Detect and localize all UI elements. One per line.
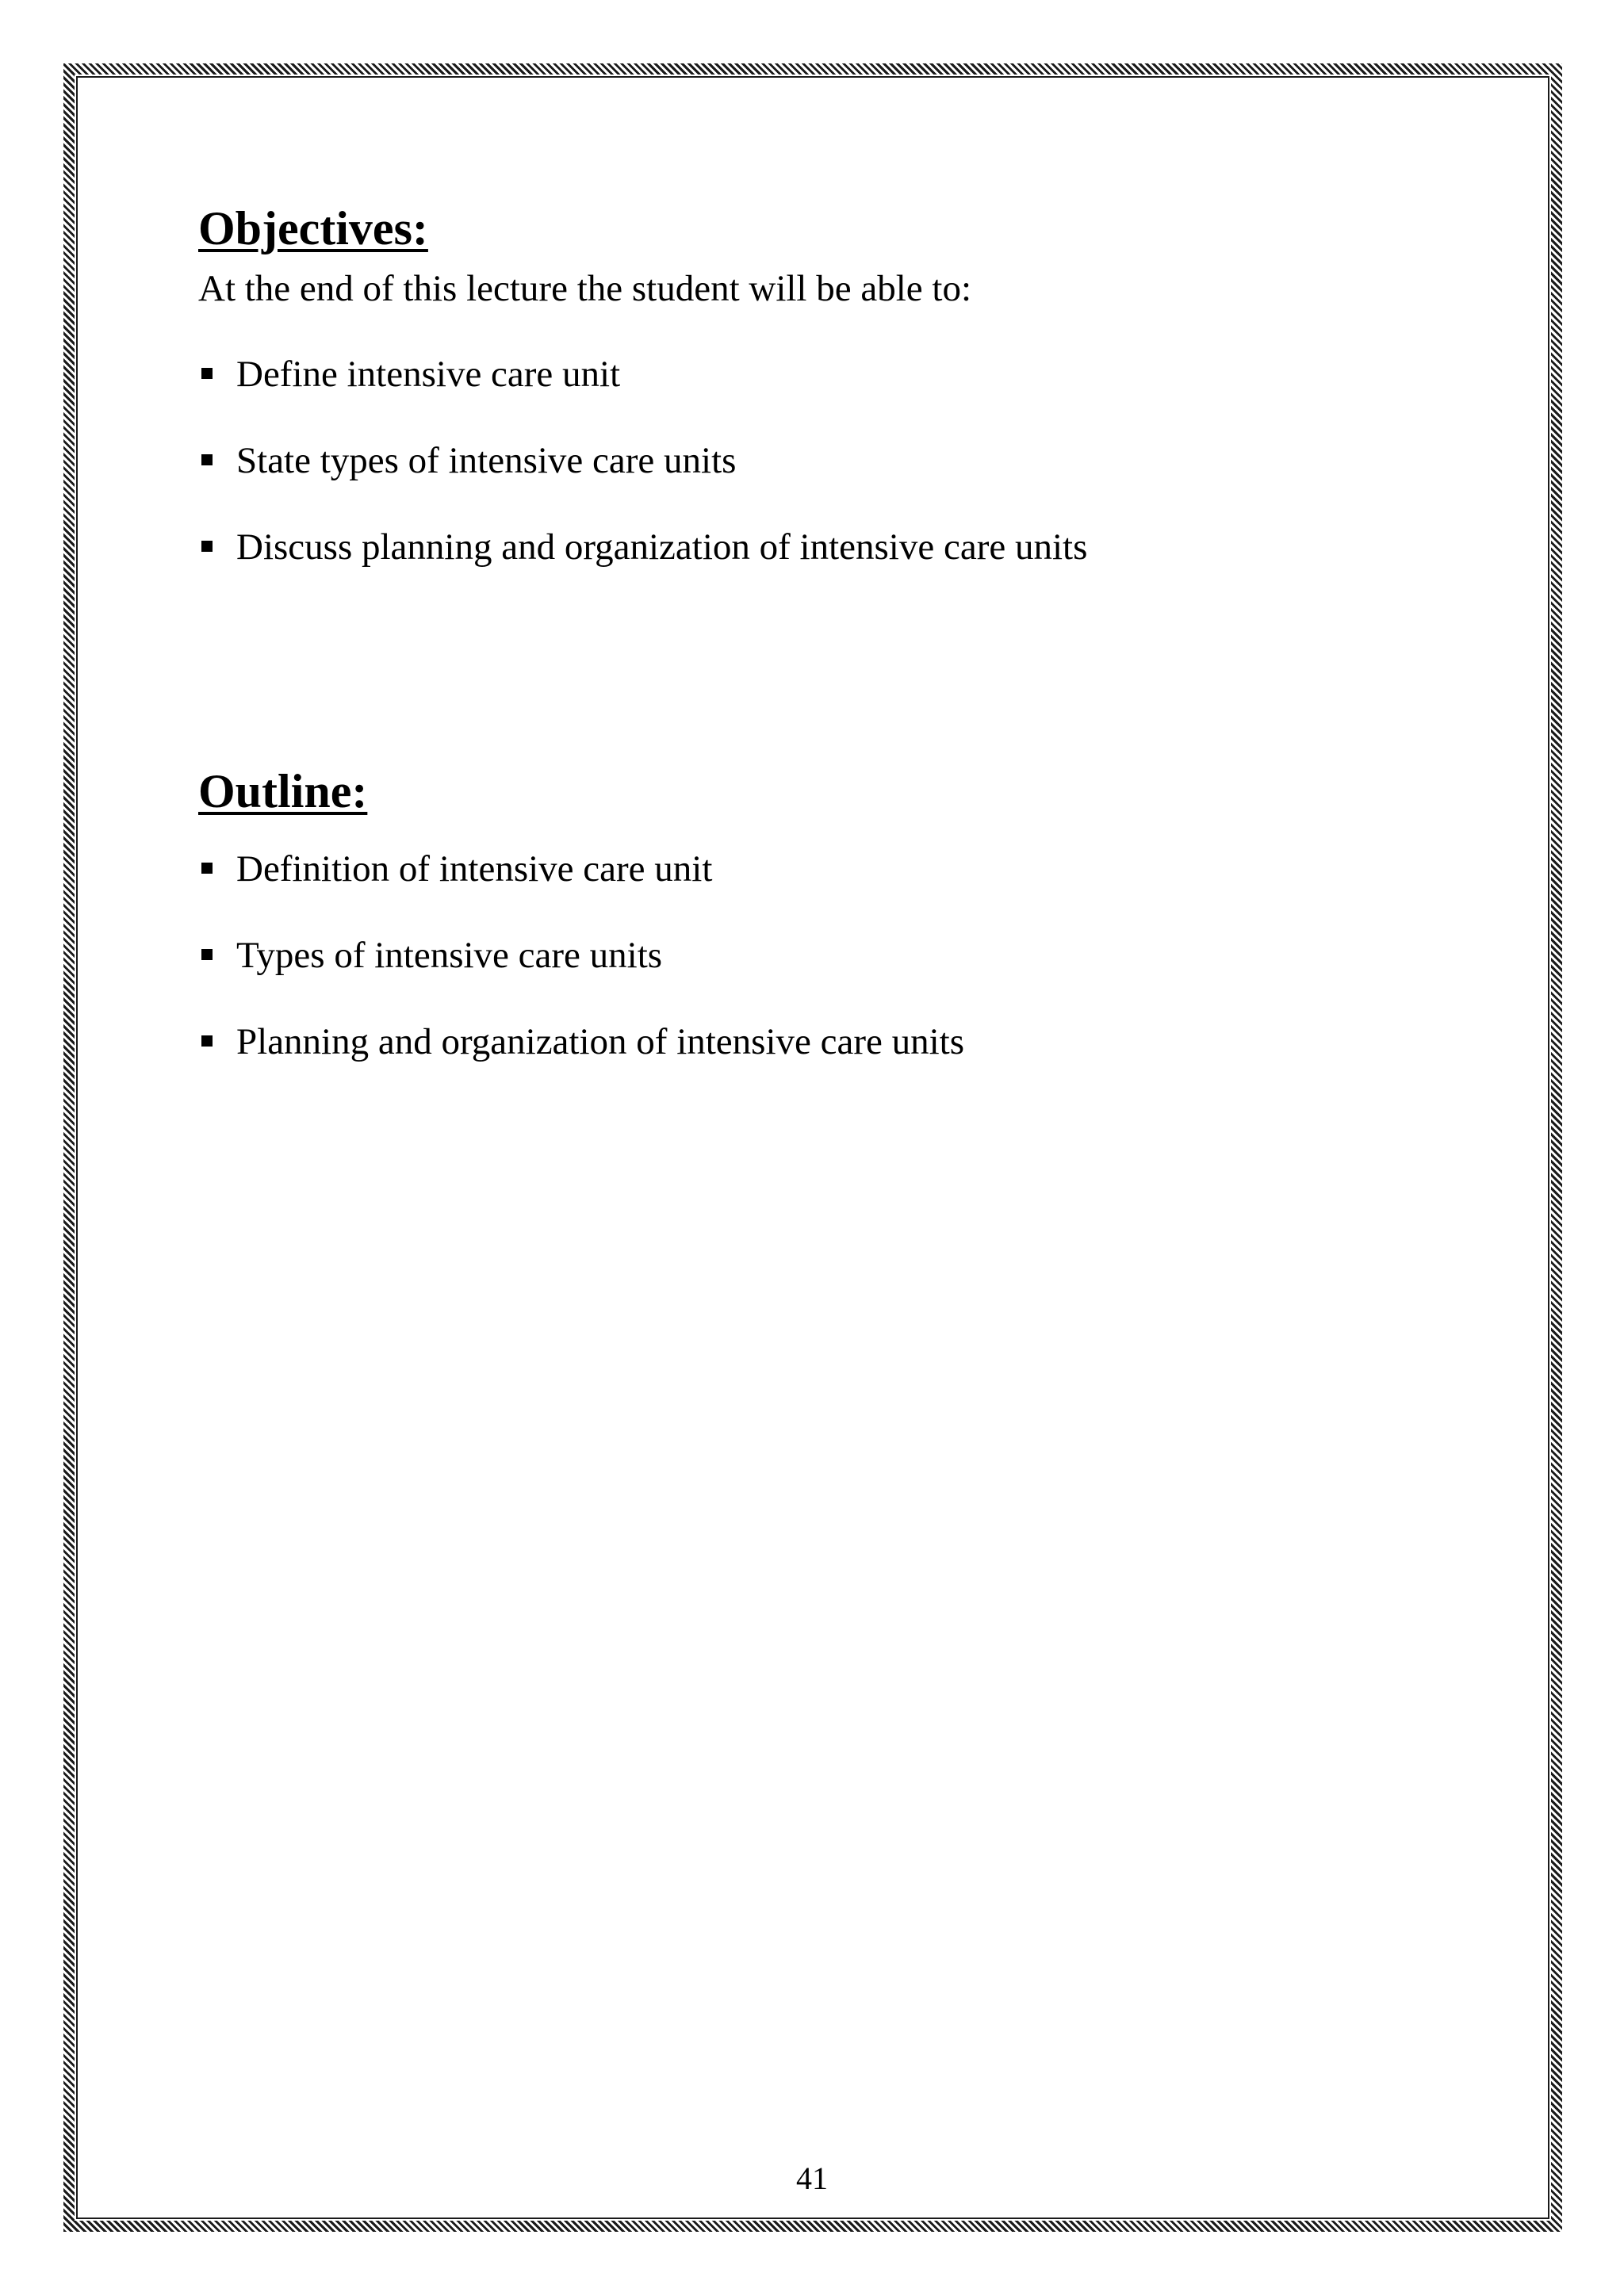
objectives-section	[198, 202, 1467, 570]
square-bullet-icon	[201, 541, 213, 552]
page-number: 41	[796, 2160, 828, 2196]
square-bullet-icon	[201, 949, 213, 960]
objective-text: Define intensive care unit	[236, 354, 621, 396]
list-item	[198, 847, 1467, 892]
objective-text: Discuss planning and organization of intensive care units	[236, 526, 1088, 568]
square-bullet-icon	[201, 454, 213, 465]
outline-text: Planning and organization of intensive care units	[236, 1021, 965, 1062]
list-item	[198, 438, 1467, 484]
objectives-heading: Objectives:	[198, 202, 428, 254]
square-bullet-icon	[201, 863, 213, 874]
objectives-intro: At the end of this lecture the student will be able to:	[198, 268, 971, 309]
outline-heading: Outline:	[198, 765, 368, 817]
square-bullet-icon	[201, 1035, 213, 1047]
objective-text: State types of intensive care units	[236, 440, 737, 482]
list-item	[198, 525, 1467, 570]
list-item	[198, 933, 1467, 978]
list-item	[198, 352, 1467, 397]
square-bullet-icon	[201, 368, 213, 379]
outline-text: Types of intensive care units	[236, 935, 663, 976]
objectives-list	[198, 352, 1467, 570]
outline-list	[198, 847, 1467, 1065]
outline-text: Definition of intensive care unit	[236, 848, 713, 890]
outline-section	[198, 767, 1467, 1065]
list-item	[198, 1020, 1467, 1065]
